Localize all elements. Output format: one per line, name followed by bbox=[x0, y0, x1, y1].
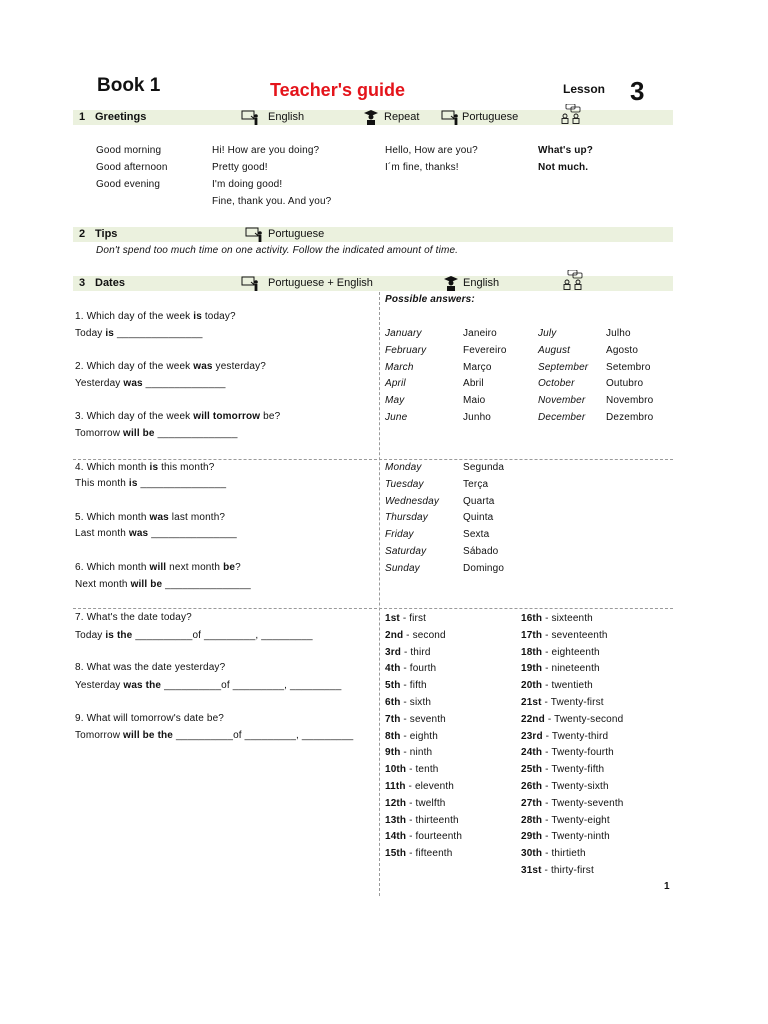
month-portuguese: Abril bbox=[463, 378, 484, 390]
ordinal-item: 17th - seventeenth bbox=[521, 629, 608, 641]
weekday-portuguese: Sexta bbox=[463, 529, 490, 541]
page-number: 1 bbox=[664, 881, 670, 892]
ordinal-item: 7th - seventh bbox=[385, 713, 446, 725]
weekday-portuguese: Quarta bbox=[463, 495, 495, 507]
ordinal-item: 6th - sixth bbox=[385, 697, 432, 708]
greeting-reply: Fine, thank you. And you? bbox=[212, 196, 332, 207]
ordinal-item: 18th - eighteenth bbox=[521, 646, 600, 658]
answer-1: Today is _______________ bbox=[75, 328, 203, 339]
answer-8: Yesterday was the __________of _________, _________ bbox=[75, 680, 342, 691]
greeting-reply: I'm doing good! bbox=[212, 179, 283, 190]
month-portuguese: Junho bbox=[463, 412, 491, 423]
ordinal-item: 14th - fourteenth bbox=[385, 831, 463, 843]
section-greetings-header bbox=[73, 110, 673, 125]
section-title: Tips bbox=[95, 228, 118, 240]
question-8: 8. What was the date yesterday? bbox=[75, 662, 226, 673]
instruction-portuguese-english: Portuguese + English bbox=[268, 277, 373, 289]
row-divider bbox=[73, 459, 673, 460]
row-divider bbox=[73, 608, 673, 609]
weekday-english: Sunday bbox=[385, 562, 420, 574]
ordinal-item: 26th - Twenty-sixth bbox=[521, 781, 609, 792]
month-portuguese: Novembro bbox=[606, 395, 654, 407]
ordinal-item: 19th - nineteenth bbox=[521, 663, 600, 675]
greeting-phrase: Good morning bbox=[96, 145, 162, 156]
answer-4: This month is _______________ bbox=[75, 478, 227, 489]
ordinal-item: 11th - eleventh bbox=[385, 781, 454, 792]
ordinal-item: 20th - twentieth bbox=[521, 680, 593, 692]
greeting-reply: Hi! How are you doing? bbox=[212, 145, 320, 156]
month-english: September bbox=[538, 361, 589, 373]
weekday-portuguese: Terça bbox=[463, 478, 489, 490]
greeting-phrase: Hello, How are you? bbox=[385, 145, 478, 156]
question-5: 5. Which month was last month? bbox=[75, 512, 226, 523]
month-portuguese: Janeiro bbox=[463, 328, 497, 339]
month-portuguese: Maio bbox=[463, 395, 486, 407]
weekday-english: Thursday bbox=[385, 512, 428, 524]
question-6: 6. Which month will next month be? bbox=[75, 562, 241, 573]
greeting-slang: What's up? bbox=[538, 145, 593, 156]
question-9: 9. What will tomorrow's date be? bbox=[75, 713, 224, 724]
ordinal-item: 29th - Twenty-ninth bbox=[521, 831, 610, 843]
column-divider bbox=[379, 292, 380, 896]
ordinal-item: 24th - Twenty-fourth bbox=[521, 747, 614, 759]
month-portuguese: Outubro bbox=[606, 378, 644, 390]
question-1: 1. Which day of the week is today? bbox=[75, 311, 236, 322]
book-title: Book 1 bbox=[97, 75, 161, 96]
month-english: January bbox=[385, 328, 422, 339]
instruction-portuguese: Portuguese bbox=[462, 111, 519, 123]
lesson-label: Lesson bbox=[563, 82, 606, 96]
month-english: August bbox=[538, 344, 571, 356]
greeting-phrase: Good evening bbox=[96, 179, 161, 190]
month-english: March bbox=[385, 361, 414, 373]
month-english: December bbox=[538, 412, 586, 423]
instruction-portuguese: Portuguese bbox=[268, 228, 325, 240]
question-7: 7. What's the date today? bbox=[75, 612, 192, 623]
ordinal-item: 15th - fifteenth bbox=[385, 848, 453, 860]
ordinal-item: 1st - first bbox=[385, 613, 427, 624]
question-4: 4. Which month is this month? bbox=[75, 462, 215, 473]
question-2: 2. Which day of the week was yesterday? bbox=[75, 361, 266, 372]
month-portuguese: Setembro bbox=[606, 361, 651, 373]
section-title: Greetings bbox=[95, 111, 147, 123]
weekday-english: Wednesday bbox=[385, 495, 439, 507]
weekday-english: Tuesday bbox=[385, 478, 424, 490]
ordinal-item: 5th - fifth bbox=[385, 680, 427, 692]
greeting-slang: Not much. bbox=[538, 162, 589, 173]
section-title: Dates bbox=[95, 277, 125, 289]
lesson-number: 3 bbox=[630, 76, 645, 106]
section-number: 1 bbox=[79, 111, 86, 123]
month-english: October bbox=[538, 378, 575, 390]
ordinal-item: 12th - twelfth bbox=[385, 797, 446, 809]
question-3: 3. Which day of the week will tomorrow be? bbox=[75, 411, 281, 422]
section-number: 2 bbox=[79, 228, 86, 240]
ordinal-item: 22nd - Twenty-second bbox=[521, 713, 624, 725]
month-portuguese: Março bbox=[463, 361, 492, 373]
ordinal-item: 13th - thirteenth bbox=[385, 814, 459, 826]
ordinal-item: 4th - fourth bbox=[385, 663, 437, 675]
answer-5: Last month was _______________ bbox=[75, 528, 237, 539]
weekday-portuguese: Quinta bbox=[463, 512, 494, 524]
answer-6: Next month will be _______________ bbox=[75, 579, 251, 590]
month-english: April bbox=[385, 378, 406, 390]
instruction-english: English bbox=[268, 111, 305, 123]
month-portuguese: Dezembro bbox=[606, 412, 654, 423]
weekday-portuguese: Segunda bbox=[463, 462, 505, 473]
weekday-portuguese: Domingo bbox=[463, 562, 505, 574]
weekday-english: Monday bbox=[385, 462, 422, 473]
possible-answers-label: Possible answers: bbox=[385, 294, 475, 305]
weekday-english: Friday bbox=[385, 529, 414, 541]
pair-conversation-icon bbox=[562, 270, 584, 290]
ordinal-item: 27th - Twenty-seventh bbox=[521, 797, 624, 809]
ordinal-item: 10th - tenth bbox=[385, 764, 439, 776]
month-english: June bbox=[385, 412, 408, 423]
month-portuguese: Fevereiro bbox=[463, 344, 507, 356]
ordinal-item: 31st - thirty-first bbox=[521, 865, 594, 876]
graduate-icon bbox=[361, 110, 381, 125]
section-dates-header bbox=[73, 276, 673, 291]
greeting-phrase: Good afternoon bbox=[96, 162, 168, 173]
ordinal-item: 2nd - second bbox=[385, 629, 446, 641]
graduate-icon bbox=[441, 276, 461, 291]
greeting-phrase: I´m fine, thanks! bbox=[385, 162, 459, 173]
guide-title: Teacher's guide bbox=[270, 80, 405, 100]
teacher-board-icon bbox=[241, 276, 261, 291]
month-english: May bbox=[385, 395, 405, 407]
month-portuguese: Julho bbox=[606, 328, 631, 339]
ordinal-item: 8th - eighth bbox=[385, 730, 438, 742]
ordinal-item: 25th - Twenty-fifth bbox=[521, 764, 605, 776]
teacher-board-icon bbox=[241, 110, 261, 125]
section-tips-header bbox=[73, 227, 673, 242]
month-english: July bbox=[538, 328, 557, 339]
pair-conversation-icon bbox=[560, 104, 582, 124]
instruction-english: English bbox=[463, 277, 500, 289]
ordinal-item: 9th - ninth bbox=[385, 747, 433, 759]
answer-2: Yesterday was ______________ bbox=[75, 378, 226, 389]
month-portuguese: Agosto bbox=[606, 344, 639, 356]
month-english: February bbox=[385, 344, 427, 356]
tips-text: Don't spend too much time on one activity. Follow the indicated amount of time. bbox=[96, 245, 459, 256]
ordinal-item: 21st - Twenty-first bbox=[521, 697, 604, 708]
month-english: November bbox=[538, 395, 586, 407]
answer-7: Today is the __________of _________, _________ bbox=[75, 630, 313, 641]
teacher-board-icon bbox=[441, 110, 461, 125]
teacher-board-icon bbox=[245, 227, 265, 242]
greeting-reply: Pretty good! bbox=[212, 162, 268, 173]
answer-9: Tomorrow will be the __________of _________, _________ bbox=[75, 730, 354, 741]
ordinal-item: 23rd - Twenty-third bbox=[521, 730, 609, 742]
instruction-repeat: Repeat bbox=[384, 111, 420, 123]
weekday-portuguese: Sábado bbox=[463, 546, 499, 557]
ordinal-item: 16th - sixteenth bbox=[521, 613, 593, 624]
ordinal-item: 28th - Twenty-eight bbox=[521, 814, 610, 826]
answer-3: Tomorrow will be ______________ bbox=[75, 428, 238, 439]
ordinal-item: 30th - thirtieth bbox=[521, 848, 586, 860]
section-number: 3 bbox=[79, 277, 86, 289]
ordinal-item: 3rd - third bbox=[385, 646, 431, 658]
weekday-english: Saturday bbox=[385, 546, 427, 557]
